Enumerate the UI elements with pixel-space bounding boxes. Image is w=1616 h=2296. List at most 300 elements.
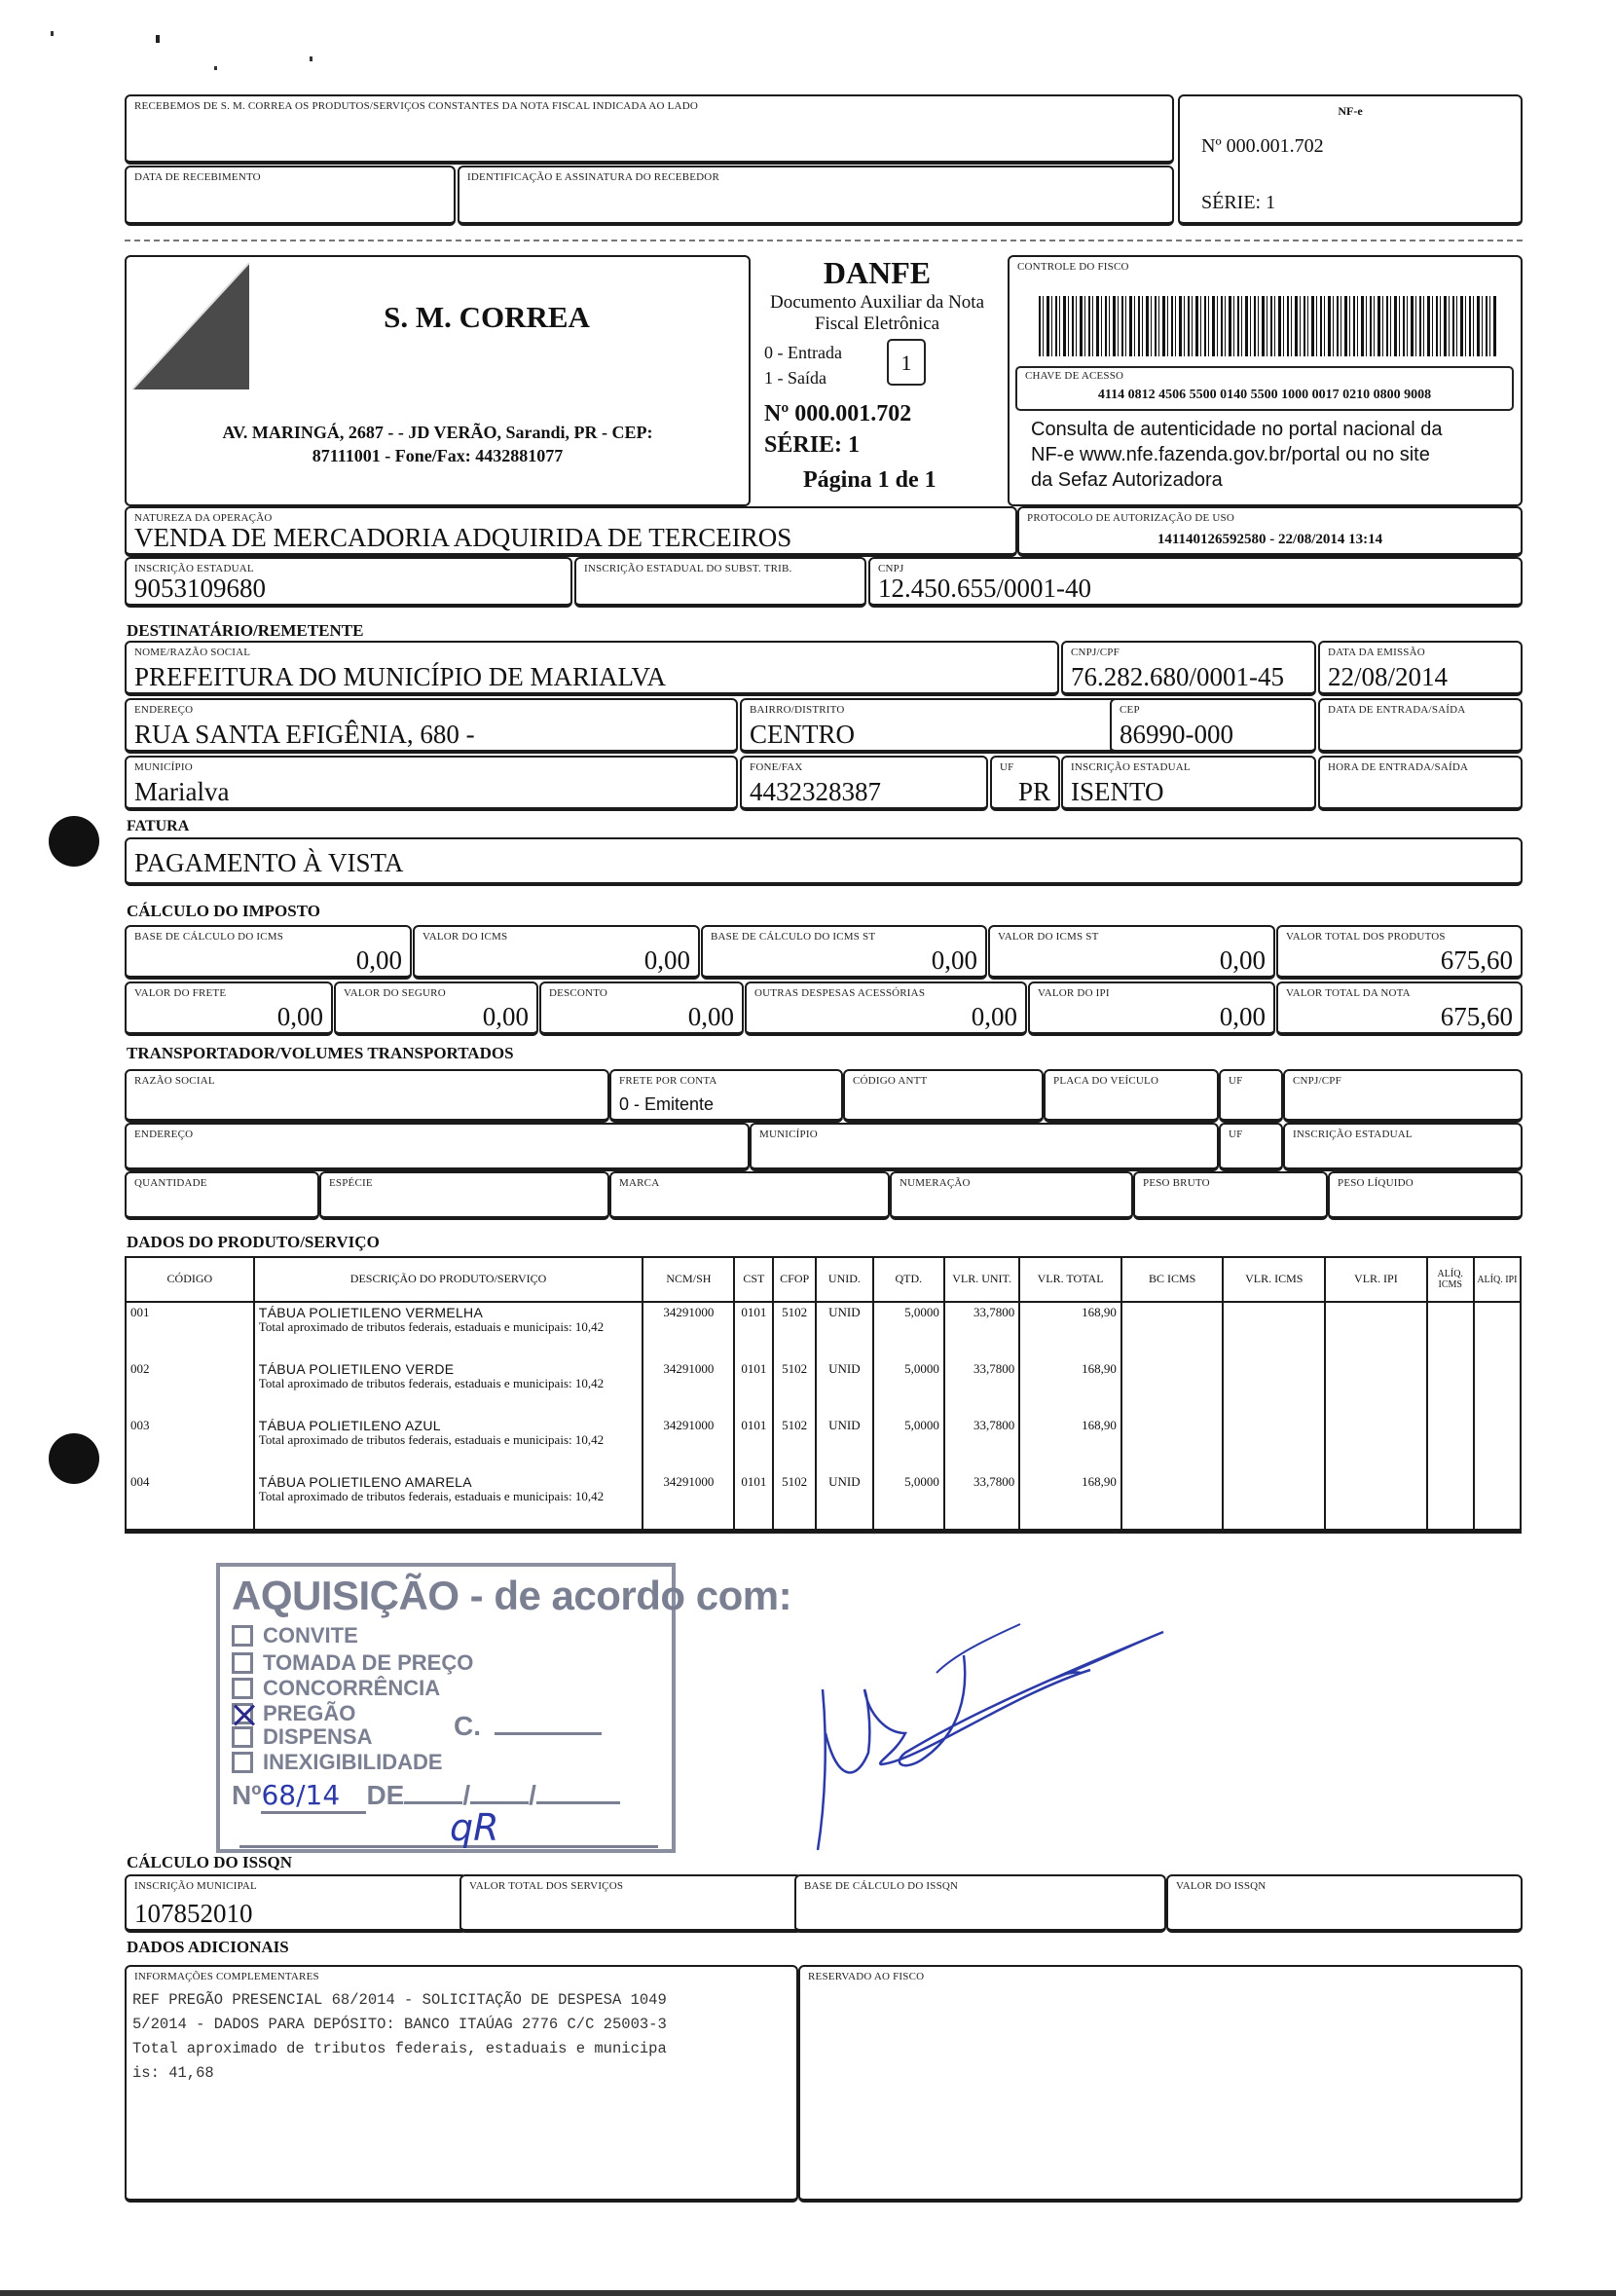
checkbox-icon (232, 1625, 253, 1647)
danfe-serie: SÉRIE: 1 (764, 432, 861, 458)
transp-municipio-box (750, 1123, 1219, 1171)
cell-descricao (254, 1416, 643, 1472)
chave-acesso-value: 4114 0812 4506 5500 0140 5500 1000 0017 0210 0800 9008 (1097, 388, 1432, 402)
cell-unid: UNID (816, 1472, 873, 1532)
imp-desconto-box (539, 981, 744, 1036)
dest-fone-label: FONE/FAX (750, 761, 803, 773)
stamp-option-convite (232, 1623, 358, 1648)
product-obs: Total aproximado de tributos federais, estaduais e municipais: 10,42 (258, 1489, 605, 1503)
danfe-number: Nº 000.001.702 (764, 401, 912, 426)
dest-cnpj-value: 76.282.680/0001-45 (1071, 662, 1284, 691)
cell-bc-icms (1121, 1472, 1224, 1532)
cell-cst: 0101 (734, 1416, 773, 1472)
issqn-base-label: BASE DE CÁLCULO DO ISSQN (804, 1880, 959, 1892)
checkbox-icon (232, 1652, 253, 1674)
cell-cst: 0101 (734, 1472, 773, 1532)
stamp-option-label: CONCORRÊNCIA (263, 1676, 441, 1700)
cell-bc-icms (1121, 1416, 1224, 1472)
stamp-numero-row (232, 1779, 620, 1814)
dest-bairro-box (740, 698, 1120, 754)
transp-uf2-label: UF (1229, 1129, 1243, 1140)
punch-hole (49, 816, 99, 867)
product-obs: Total aproximado de tributos federais, estaduais e municipais: 10,42 (258, 1319, 605, 1334)
cell-aliq-icms (1427, 1472, 1474, 1532)
cell-ncm: 34291000 (643, 1472, 734, 1532)
transp-especie-label: ESPÉCIE (329, 1177, 373, 1189)
dest-municipio-label: MUNICÍPIO (134, 761, 193, 773)
imp-valor-icms-st-box (988, 925, 1275, 980)
dest-endereco-label: ENDEREÇO (134, 704, 194, 716)
issqn-servicos-box (459, 1874, 802, 1933)
consulta-line3: da Sefaz Autorizadora (1031, 469, 1223, 491)
imp-label: BASE DE CÁLCULO DO ICMS ST (711, 931, 876, 943)
col-header: UNID. (816, 1257, 873, 1302)
natureza-box (125, 506, 1017, 557)
stamp-numero-handwritten: 68/14 (261, 1779, 366, 1814)
dest-cep-box (1110, 698, 1316, 754)
adicionais-section-title: DADOS ADICIONAIS (127, 1938, 289, 1956)
transp-frete-label: FRETE POR CONTA (619, 1075, 717, 1087)
stamp-option-pregao (232, 1701, 355, 1726)
stamp-c-field (454, 1711, 602, 1742)
cell-vlr-icms (1223, 1302, 1325, 1359)
danfe-block (751, 255, 1004, 506)
transp-quantidade-label: QUANTIDADE (134, 1177, 207, 1189)
transp-marca-box (609, 1171, 890, 1220)
col-header: CFOP (773, 1257, 816, 1302)
protocolo-value: 141140126592580 - 22/08/2014 13:14 (1157, 532, 1383, 547)
canhoto-received-text: RECEBEMOS DE S. M. CORREA OS PRODUTOS/SERVIÇOS CONSTANTES DA NOTA FISCAL INDICADA AO LADO (134, 100, 698, 112)
ie-value: 9053109680 (134, 574, 266, 603)
stamp-option-label: DISPENSA (263, 1724, 373, 1749)
dest-hora-label: HORA DE ENTRADA/SAÍDA (1328, 761, 1469, 773)
stamp-c-line (495, 1732, 602, 1735)
transp-numeracao-label: NUMERAÇÃO (900, 1177, 971, 1189)
product-name: TÁBUA POLIETILENO AZUL (258, 1418, 441, 1433)
transp-quantidade-box (125, 1171, 319, 1220)
product-name: TÁBUA POLIETILENO VERDE (258, 1361, 455, 1377)
imp-frete-box (125, 981, 333, 1036)
dest-uf-label: UF (1000, 761, 1014, 773)
col-header: VLR. UNIT. (944, 1257, 1019, 1302)
emitente-name: S. M. CORREA (384, 300, 590, 334)
canhoto-nfe-label: NF-e (1338, 104, 1363, 118)
dest-nome-value: PREFEITURA DO MUNICÍPIO DE MARIALVA (134, 662, 667, 691)
stamp-c-label: C. (454, 1711, 481, 1741)
cell-vlr-ipi (1325, 1416, 1427, 1472)
stamp-option-label: TOMADA DE PREÇO (263, 1650, 474, 1675)
checkbox-icon (232, 1726, 253, 1748)
stamp-option-label: CONVITE (263, 1623, 358, 1648)
cell-ncm: 34291000 (643, 1302, 734, 1359)
natureza-value: VENDA DE MERCADORIA ADQUIRIDA DE TERCEIROS (134, 523, 792, 552)
transp-uf-label: UF (1229, 1075, 1243, 1087)
dest-emissao-box (1318, 641, 1523, 696)
imp-label: VALOR DO SEGURO (344, 987, 446, 999)
destinatario-section-title: DESTINATÁRIO/REMETENTE (127, 621, 364, 640)
imp-label: DESCONTO (549, 987, 608, 999)
stamp-option-inexigibilidade (232, 1750, 443, 1775)
dest-endereco-box (125, 698, 738, 754)
cell-ncm: 34291000 (643, 1359, 734, 1416)
cell-codigo: 002 (126, 1359, 254, 1416)
cell-qtd: 5,0000 (873, 1472, 944, 1532)
canhoto-signature-box[interactable] (458, 166, 1174, 226)
imp-base-icms-box (125, 925, 412, 980)
cell-aliq-ipi (1474, 1359, 1521, 1416)
cell-vlr-icms (1223, 1359, 1325, 1416)
imp-value: 0,00 (971, 1002, 1017, 1031)
issqn-valor-box (1166, 1874, 1523, 1933)
table-row (126, 1359, 1521, 1416)
imp-outras-box (745, 981, 1027, 1036)
cell-aliq-ipi (1474, 1416, 1521, 1472)
imp-value: 0,00 (1219, 945, 1266, 975)
danfe-tipo-box: 1 (887, 339, 926, 386)
stamp-date-sep: / (529, 1780, 536, 1810)
cell-unid: UNID (816, 1302, 873, 1359)
emitente-box (125, 255, 751, 506)
aquisicao-stamp (216, 1563, 792, 1853)
scan-speck (310, 56, 312, 61)
cell-vlr-unit: 33,7800 (944, 1359, 1019, 1416)
imp-value: 0,00 (687, 1002, 734, 1031)
col-header: ALÍQ. IPI (1474, 1257, 1521, 1302)
issqn-section-title: CÁLCULO DO ISSQN (127, 1853, 293, 1871)
checkbox-icon (232, 1678, 253, 1699)
stamp-date-line (470, 1801, 529, 1804)
protocolo-box (1017, 506, 1523, 557)
cell-ncm: 34291000 (643, 1416, 734, 1472)
cell-vlr-ipi (1325, 1302, 1427, 1359)
fatura-section-title: FATURA (127, 818, 190, 834)
ie-box (125, 557, 572, 608)
issqn-valor-label: VALOR DO ISSQN (1176, 1880, 1267, 1892)
cell-cst: 0101 (734, 1359, 773, 1416)
col-header: BC ICMS (1121, 1257, 1224, 1302)
transp-antt-label: CÓDIGO ANTT (853, 1075, 928, 1087)
product-obs: Total aproximado de tributos federais, estaduais e municipais: 10,42 (258, 1376, 605, 1390)
issqn-base-box (794, 1874, 1166, 1933)
cell-vlr-icms (1223, 1472, 1325, 1532)
issqn-im-box (125, 1874, 467, 1933)
product-name: TÁBUA POLIETILENO AMARELA (258, 1474, 472, 1490)
cell-aliq-icms (1427, 1302, 1474, 1359)
dest-fone-box (740, 756, 988, 811)
consulta-line1: Consulta de autenticidade no portal nacional da (1031, 419, 1443, 440)
dest-ie-label: INSCRIÇÃO ESTADUAL (1071, 761, 1191, 773)
issqn-im-label: INSCRIÇÃO MUNICIPAL (134, 1880, 257, 1892)
dest-entrada-saida-label: DATA DE ENTRADA/SAÍDA (1328, 704, 1466, 716)
canhoto-date-label: DATA DE RECEBIMENTO (134, 171, 261, 183)
checkbox-icon (232, 1752, 253, 1773)
product-obs: Total aproximado de tributos federais, estaduais e municipais: 10,42 (258, 1432, 605, 1447)
imp-base-icms-st-box (701, 925, 987, 980)
transp-frete-value: 0 - Emitente (619, 1094, 715, 1114)
products-table (125, 1256, 1522, 1534)
scan-speck (51, 31, 54, 36)
cnpj-value: 12.450.655/0001-40 (878, 574, 1091, 603)
col-header: DESCRIÇÃO DO PRODUTO/SERVIÇO (254, 1257, 643, 1302)
danfe-entrada: 0 - Entrada (764, 343, 842, 362)
transp-ie-label: INSCRIÇÃO ESTADUAL (1293, 1129, 1413, 1140)
ie-st-label: INSCRIÇÃO ESTADUAL DO SUBST. TRIB. (584, 563, 792, 574)
cell-descricao (254, 1472, 643, 1532)
canhoto-serie: SÉRIE: 1 (1201, 192, 1276, 213)
stamp-date-sep: / (462, 1780, 471, 1810)
stamp-option-tomada (232, 1650, 473, 1676)
company-logo-icon (132, 263, 254, 391)
transportador-section-title: TRANSPORTADOR/VOLUMES TRANSPORTADOS (127, 1044, 514, 1062)
transp-cnpj-box (1283, 1069, 1523, 1123)
cell-vlr-ipi (1325, 1359, 1427, 1416)
transp-peso-liquido-label: PESO LÍQUIDO (1338, 1177, 1414, 1189)
col-header: QTD. (873, 1257, 944, 1302)
imp-ipi-box (1028, 981, 1275, 1036)
transp-placa-label: PLACA DO VEÍCULO (1053, 1075, 1159, 1087)
cell-qtd: 5,0000 (873, 1302, 944, 1359)
cell-vlr-unit: 33,7800 (944, 1302, 1019, 1359)
cell-cfop: 5102 (773, 1472, 816, 1532)
canhoto-received-box (125, 94, 1174, 165)
transp-endereco-label: ENDEREÇO (134, 1129, 194, 1140)
fatura-box (125, 837, 1523, 886)
danfe-saida: 1 - Saída (764, 368, 826, 388)
danfe-subtitle2: Fiscal Eletrônica (814, 314, 940, 334)
dest-municipio-value: Marialva (134, 777, 230, 806)
stamp-option-label: INEXIGIBILIDADE (263, 1750, 443, 1774)
barcode-image (1039, 296, 1496, 356)
cell-cfop: 5102 (773, 1359, 816, 1416)
dest-municipio-box (125, 756, 738, 811)
cell-codigo: 003 (126, 1416, 254, 1472)
info-line: 5/2014 - DADOS PARA DEPÓSITO: BANCO ITAÚAG 2776 C/C 25003-3 (132, 2016, 667, 2033)
transp-peso-bruto-box (1133, 1171, 1328, 1220)
transp-placa-box (1044, 1069, 1219, 1123)
table-row (126, 1416, 1521, 1472)
natureza-label: NATUREZA DA OPERAÇÃO (134, 512, 273, 524)
imp-label: VALOR DO IPI (1038, 987, 1110, 999)
imp-label: BASE DE CÁLCULO DO ICMS (134, 931, 284, 943)
fatura-value: PAGAMENTO À VISTA (134, 848, 404, 877)
controle-fisco-label: CONTROLE DO FISCO (1017, 261, 1129, 273)
imp-total-produtos-box (1276, 925, 1523, 980)
danfe-subtitle1: Documento Auxiliar da Nota (769, 292, 985, 313)
info-line: Total aproximado de tributos federais, estaduais e municipa (132, 2040, 667, 2057)
transp-cnpj-label: CNPJ/CPF (1293, 1075, 1341, 1087)
imp-value: 0,00 (276, 1002, 323, 1031)
dest-uf-value: PR (1017, 777, 1050, 806)
ie-label: INSCRIÇÃO ESTADUAL (134, 563, 254, 574)
imp-label: VALOR DO ICMS ST (998, 931, 1099, 943)
stamp-title: AQUISIÇÃO - de acordo com: (232, 1573, 792, 1618)
imp-value: 0,00 (482, 1002, 529, 1031)
table-row (126, 1472, 1521, 1532)
transp-endereco-box (125, 1123, 750, 1171)
products-header-row (126, 1257, 1521, 1302)
imp-label: VALOR DO FRETE (134, 987, 227, 999)
cell-vlr-total: 168,90 (1019, 1302, 1121, 1359)
col-header: ALÍQ. ICMS (1427, 1257, 1474, 1302)
transp-razao-box (125, 1069, 609, 1123)
stamp-option-concorrencia (232, 1676, 440, 1701)
cell-aliq-ipi (1474, 1472, 1521, 1532)
canhoto-signature-label: IDENTIFICAÇÃO E ASSINATURA DO RECEBEDOR (467, 171, 719, 183)
fisco-box (1008, 255, 1523, 506)
cell-vlr-total: 168,90 (1019, 1416, 1121, 1472)
transp-frete-box (609, 1069, 843, 1123)
stamp-numero-prefix: Nº (232, 1780, 262, 1810)
stamp-option-dispensa (232, 1724, 372, 1750)
imp-value: 675,60 (1440, 945, 1513, 975)
reservado-fisco-label: RESERVADO AO FISCO (808, 1971, 925, 1982)
scan-speck (214, 66, 217, 70)
punch-hole (49, 1433, 99, 1484)
cell-qtd: 5,0000 (873, 1359, 944, 1416)
transp-numeracao-box (890, 1171, 1133, 1220)
cell-vlr-ipi (1325, 1472, 1427, 1532)
transp-especie-box (319, 1171, 609, 1220)
cut-line (125, 240, 1523, 241)
col-header: CÓDIGO (126, 1257, 254, 1302)
transp-marca-label: MARCA (619, 1177, 660, 1189)
transp-uf-box (1219, 1069, 1283, 1123)
issqn-im-value: 107852010 (134, 1899, 253, 1928)
stamp-signature-line (239, 1845, 658, 1848)
cell-vlr-unit: 33,7800 (944, 1472, 1019, 1532)
stamp-date-line (536, 1801, 620, 1804)
cnpj-label: CNPJ (878, 563, 904, 574)
cell-descricao (254, 1359, 643, 1416)
reservado-fisco-box (798, 1965, 1523, 2203)
dest-cnpj-label: CNPJ/CPF (1071, 647, 1120, 658)
table-row (126, 1302, 1521, 1359)
cell-vlr-unit: 33,7800 (944, 1416, 1019, 1472)
cell-vlr-total: 168,90 (1019, 1472, 1121, 1532)
cell-unid: UNID (816, 1416, 873, 1472)
dest-bairro-label: BAIRRO/DISTRITO (750, 704, 845, 716)
chave-acesso-box (1015, 366, 1514, 411)
col-header: VLR. TOTAL (1019, 1257, 1121, 1302)
imp-valor-icms-box (413, 925, 700, 980)
cell-descricao (254, 1302, 643, 1359)
imp-label: VALOR DO ICMS (422, 931, 508, 943)
imp-label: OUTRAS DESPESAS ACESSÓRIAS (754, 987, 926, 999)
imposto-section-title: CÁLCULO DO IMPOSTO (127, 902, 320, 920)
protocolo-label: PROTOCOLO DE AUTORIZAÇÃO DE USO (1027, 512, 1234, 524)
issqn-servicos-label: VALOR TOTAL DOS SERVIÇOS (469, 1880, 624, 1892)
dest-emissao-label: DATA DA EMISSÃO (1328, 647, 1425, 658)
ie-st-box (574, 557, 866, 608)
col-header: VLR. ICMS (1223, 1257, 1325, 1302)
cell-vlr-icms (1223, 1416, 1325, 1472)
chave-acesso-label: CHAVE DE ACESSO (1025, 370, 1124, 382)
transp-peso-bruto-label: PESO BRUTO (1143, 1177, 1210, 1189)
dest-uf-box (990, 756, 1060, 811)
col-header: CST (734, 1257, 773, 1302)
scan-bottom-edge (0, 2290, 1616, 2296)
transp-peso-liquido-box (1328, 1171, 1523, 1220)
info-complementares-box (125, 1965, 798, 2203)
info-line: REF PREGÃO PRESENCIAL 68/2014 - SOLICITAÇÃO DE DESPESA 1049 (132, 1991, 667, 2009)
signature-handwritten-icon (759, 1558, 1207, 1870)
cell-aliq-icms (1427, 1359, 1474, 1416)
cnpj-box (868, 557, 1523, 608)
canhoto-number: Nº 000.001.702 (1201, 135, 1324, 157)
stamp-option-label: PREGÃO (263, 1701, 356, 1725)
dest-fone-value: 4432328387 (750, 777, 881, 806)
dest-cnpj-box (1061, 641, 1316, 696)
stamp-initials-handwritten: qR (450, 1806, 499, 1849)
imp-value: 0,00 (643, 945, 690, 975)
cell-cfop: 5102 (773, 1416, 816, 1472)
imp-value: 0,00 (931, 945, 977, 975)
imp-seguro-box (334, 981, 538, 1036)
imp-label: VALOR TOTAL DA NOTA (1286, 987, 1411, 999)
emitente-address-line2: 87111001 - Fone/Fax: 4432881077 (312, 446, 564, 465)
imp-value: 0,00 (1219, 1002, 1266, 1031)
transp-uf2-box (1219, 1123, 1283, 1171)
canhoto-date-box[interactable] (125, 166, 456, 226)
col-header: VLR. IPI (1325, 1257, 1427, 1302)
dest-cep-value: 86990-000 (1120, 720, 1233, 749)
checked-checkbox-icon (232, 1703, 253, 1724)
dest-ie-box (1061, 756, 1316, 811)
cell-bc-icms (1121, 1302, 1224, 1359)
imp-value: 0,00 (355, 945, 402, 975)
stamp-de-label: DE (366, 1780, 405, 1810)
product-name: TÁBUA POLIETILENO VERMELHA (258, 1305, 484, 1320)
dest-cep-label: CEP (1120, 704, 1140, 716)
dest-entrada-saida-box (1318, 698, 1523, 754)
dest-bairro-value: CENTRO (750, 720, 855, 749)
dest-nome-box (125, 641, 1059, 696)
cell-aliq-ipi (1474, 1302, 1521, 1359)
dest-ie-value: ISENTO (1071, 777, 1164, 806)
imp-value: 675,60 (1440, 1002, 1513, 1031)
transp-ie-box (1283, 1123, 1523, 1171)
danfe-title: DANFE (823, 255, 932, 290)
dest-nome-label: NOME/RAZÃO SOCIAL (134, 647, 251, 658)
cell-qtd: 5,0000 (873, 1416, 944, 1472)
dest-emissao-value: 22/08/2014 (1328, 662, 1449, 691)
transp-municipio-label: MUNICÍPIO (759, 1129, 818, 1140)
cell-unid: UNID (816, 1359, 873, 1416)
produtos-section-title: DADOS DO PRODUTO/SERVIÇO (127, 1233, 380, 1251)
cell-codigo: 001 (126, 1302, 254, 1359)
scan-speck (156, 35, 160, 43)
transp-antt-box (843, 1069, 1044, 1123)
info-line: is: 41,68 (132, 2064, 214, 2082)
col-header: NCM/SH (643, 1257, 734, 1302)
dest-endereco-value: RUA SANTA EFIGÊNIA, 680 - (134, 720, 475, 749)
transp-razao-label: RAZÃO SOCIAL (134, 1075, 215, 1087)
imp-label: VALOR TOTAL DOS PRODUTOS (1286, 931, 1446, 943)
consulta-line2: NF-e www.nfe.fazenda.gov.br/portal ou no site (1031, 444, 1430, 465)
cell-cfop: 5102 (773, 1302, 816, 1359)
cell-bc-icms (1121, 1359, 1224, 1416)
imp-total-nota-box (1276, 981, 1523, 1036)
stamp-date-line (404, 1801, 462, 1804)
info-complementares-label: INFORMAÇÕES COMPLEMENTARES (134, 1971, 319, 1982)
cell-codigo: 004 (126, 1472, 254, 1532)
cell-cst: 0101 (734, 1302, 773, 1359)
canhoto-nfe-box (1178, 94, 1523, 226)
dest-hora-box (1318, 756, 1523, 811)
danfe-page: Página 1 de 1 (803, 467, 937, 493)
emitente-address-line1: AV. MARINGÁ, 2687 - - JD VERÃO, Sarandi, PR - CEP: (222, 423, 653, 442)
cell-aliq-icms (1427, 1416, 1474, 1472)
